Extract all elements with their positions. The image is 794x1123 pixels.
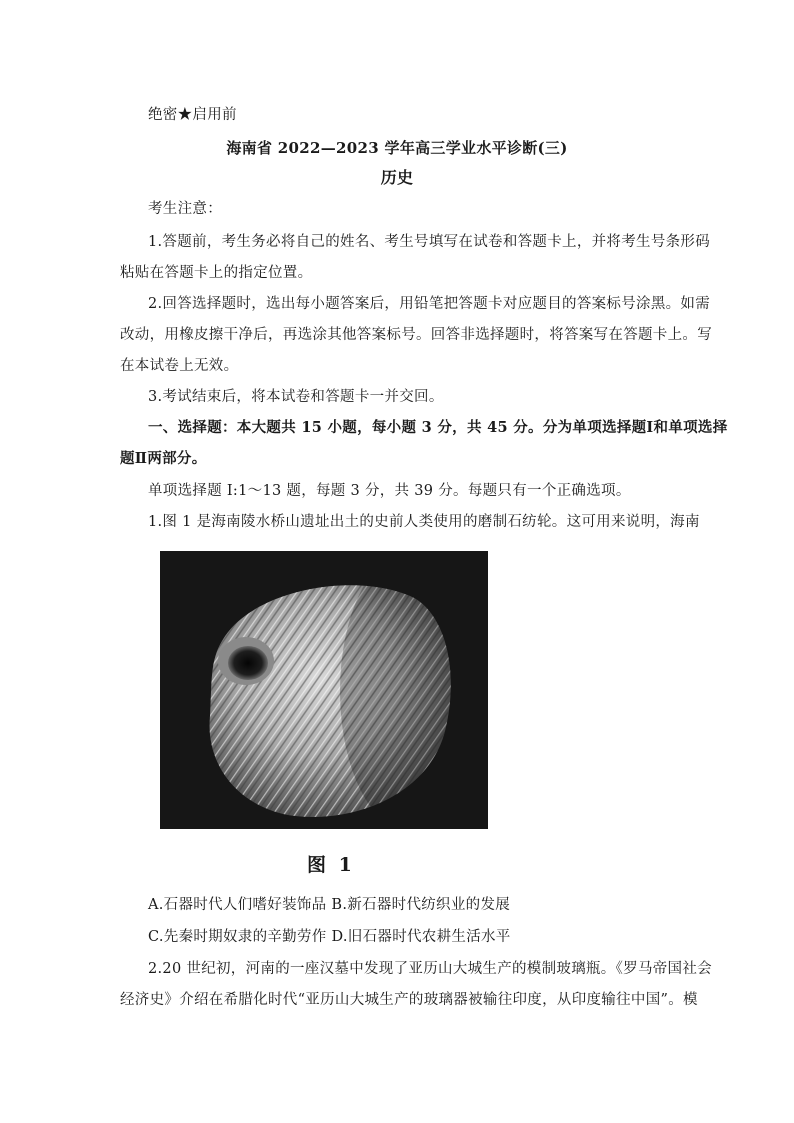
- question-2-line-2: 经济史》介绍在希腊化时代“亚历山大城生产的玻璃器被输往印度，从印度输往中国”。模: [120, 992, 698, 1008]
- notice-item-2-line-1: 2.回答选择题时，选出每小题答案后，用铅笔把答题卡对应题目的答案标号涂黑。如需: [148, 296, 711, 312]
- section-sub-heading: 单项选择题 Ⅰ:1～13 题，每题 3 分，共 39 分。每题只有一个正确选项。: [148, 483, 631, 499]
- figure-1-caption: 图 1: [307, 854, 355, 876]
- section-heading-line-1: 一、选择题：本大题共 15 小题，每小题 3 分，共 45 分。分为单项选择题Ⅰ和单项选择: [148, 419, 728, 436]
- notice-heading: 考生注意：: [148, 201, 222, 217]
- notice-item-2-line-3: 在本试卷上无效。: [120, 358, 239, 374]
- notice-item-1-line-1: 1.答题前，考生务必将自己的姓名、考生号填写在试卷和答题卡上，并将考生号条形码: [148, 234, 711, 250]
- question-1-options-line-2: C.先秦时期奴隶的辛勤劳作 D.旧石器时代农耕生活水平: [148, 929, 511, 945]
- subject-title: 历史: [380, 168, 414, 187]
- secret-mark: 绝密★启用前: [148, 107, 237, 123]
- notice-item-2-line-2: 改动，用橡皮擦干净后，再选涂其他答案标号。回答非选择题时，将答案写在答题卡上。写: [120, 327, 712, 343]
- question-1-stem: 1.图 1 是海南陵水桥山遗址出土的史前人类使用的磨制石纺轮。这可用来说明，海南: [148, 514, 700, 530]
- spindle-whorl-photo: [160, 551, 488, 829]
- notice-item-3: 3.考试结束后，将本试卷和答题卡一并交回。: [148, 389, 444, 405]
- question-1-options-line-1: A.石器时代人们嗜好装饰品 B.新石器时代纺织业的发展: [148, 897, 511, 913]
- notice-item-1-line-2: 粘贴在答题卡上的指定位置。: [120, 265, 313, 281]
- section-heading-line-2: 题Ⅱ两部分。: [120, 450, 207, 467]
- exam-title: 海南省 2022—2023 学年高三学业水平诊断(三): [226, 139, 568, 157]
- question-2-line-1: 2.20 世纪初，河南的一座汉墓中发现了亚历山大城生产的模制玻璃瓶。《罗马帝国社会: [148, 961, 712, 977]
